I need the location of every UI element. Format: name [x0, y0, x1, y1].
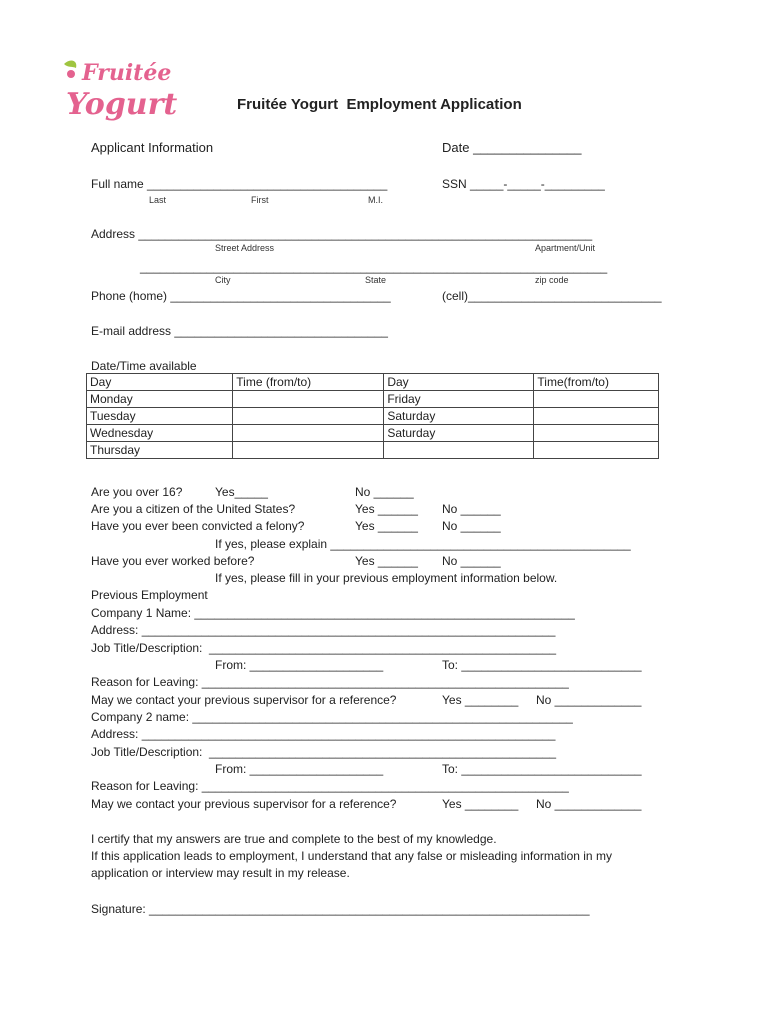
date-field[interactable]: Date _______________: [442, 140, 582, 155]
sub-label-street: Street Address: [215, 243, 275, 253]
worked-yes[interactable]: Yes ______: [355, 554, 418, 568]
company2-address-field[interactable]: Address: ______________________________________________________________: [91, 727, 556, 741]
sub-label-state: State: [365, 275, 387, 285]
certify-line2: If this application leads to employment, I understand that any false or misleading information in my: [91, 849, 612, 863]
table-cell: Saturday: [384, 425, 534, 442]
leaf-icon: [64, 61, 76, 68]
sub-label-last: Last: [149, 195, 167, 205]
company2-contact-yes[interactable]: Yes ________: [442, 797, 519, 811]
company1-contact-yes[interactable]: Yes ________: [442, 693, 519, 707]
table-cell: Time (from/to): [233, 374, 384, 391]
ssn-field[interactable]: SSN _____-_____-_________: [442, 177, 605, 191]
company2-name-field[interactable]: Company 2 name: _________________________________________________________: [91, 710, 573, 724]
felony-question: Have you ever been convicted a felony?: [91, 519, 305, 533]
company2-reason-field[interactable]: Reason for Leaving: _______________________________________________________: [91, 779, 569, 793]
company1-contact-no[interactable]: No _____________: [536, 693, 642, 707]
citizen-yes[interactable]: Yes ______: [355, 502, 418, 516]
logo-line2: Yogurt: [66, 87, 178, 122]
table-row: [87, 374, 659, 391]
citizen-no[interactable]: No ______: [442, 502, 501, 516]
phone-home-field[interactable]: Phone (home) _________________________________: [91, 289, 391, 303]
table-cell[interactable]: [534, 425, 659, 442]
table-cell: Tuesday: [87, 408, 233, 425]
company1-reason-field[interactable]: Reason for Leaving: _______________________________________________________: [91, 675, 569, 689]
table-cell[interactable]: [534, 442, 659, 459]
sub-label-first: First: [251, 195, 269, 205]
over-16-yes[interactable]: Yes_____: [215, 485, 268, 499]
company2-contact-question: May we contact your previous supervisor for a reference?: [91, 797, 397, 811]
felony-yes[interactable]: Yes ______: [355, 519, 418, 533]
table-row: [87, 391, 659, 408]
company2-from-field[interactable]: From: ____________________: [215, 762, 384, 776]
address-line2-field[interactable]: ______________________________________________________________________: [140, 260, 608, 274]
availability-table: [86, 373, 659, 459]
company2-to-field[interactable]: To: ___________________________: [442, 762, 642, 776]
logo-line1: Fruitée: [82, 60, 172, 86]
table-cell[interactable]: [534, 408, 659, 425]
table-cell: Day: [87, 374, 233, 391]
table-row: [87, 425, 659, 442]
table-cell: Monday: [87, 391, 233, 408]
full-name-field[interactable]: Full name ____________________________________: [91, 177, 388, 191]
felony-no[interactable]: No ______: [442, 519, 501, 533]
phone-cell-field[interactable]: (cell)_____________________________: [442, 289, 662, 303]
company2-job-field[interactable]: Job Title/Description: ____________________________________________________: [91, 745, 557, 759]
table-cell[interactable]: [233, 425, 384, 442]
address-field[interactable]: Address ____________________________________________________________________: [91, 227, 593, 241]
logo-graphic: [60, 54, 178, 126]
worked-no[interactable]: No ______: [442, 554, 501, 568]
table-cell[interactable]: [384, 442, 534, 459]
company1-from-field[interactable]: From: ____________________: [215, 658, 384, 672]
sub-label-zip: zip code: [535, 275, 569, 285]
table-cell[interactable]: [534, 391, 659, 408]
company1-job-field[interactable]: Job Title/Description: ____________________________________________________: [91, 641, 557, 655]
berry-icon: [67, 70, 75, 78]
sub-label-apt: Apartment/Unit: [535, 243, 596, 253]
over-16-question: Are you over 16?: [91, 485, 183, 499]
availability-heading: Date/Time available: [91, 359, 197, 373]
table-cell: Saturday: [384, 408, 534, 425]
applicant-heading: Applicant Information: [91, 140, 214, 155]
certify-line3: application or interview may result in my release.: [91, 866, 350, 880]
table-cell: Time(from/to): [534, 374, 659, 391]
company1-contact-question: May we contact your previous supervisor for a reference?: [91, 693, 397, 707]
table-cell: Thursday: [87, 442, 233, 459]
worked-question: Have you ever worked before?: [91, 554, 255, 568]
table-cell: Friday: [384, 391, 534, 408]
table-cell[interactable]: [233, 442, 384, 459]
email-field[interactable]: E-mail address ________________________________: [91, 324, 388, 338]
table-cell: Wednesday: [87, 425, 233, 442]
fruitee-yogurt-logo: [60, 54, 178, 126]
company2-contact-no[interactable]: No _____________: [536, 797, 642, 811]
page-title: Fruitée Yogurt Employment Application: [237, 96, 522, 113]
table-row: [87, 442, 659, 459]
certify-line1: I certify that my answers are true and complete to the best of my knowledge.: [91, 832, 497, 846]
table-cell: Day: [384, 374, 534, 391]
sub-label-mi: M.I.: [368, 195, 383, 205]
sub-label-city: City: [215, 275, 231, 285]
over-16-no[interactable]: No ______: [355, 485, 414, 499]
table-cell[interactable]: [233, 408, 384, 425]
company1-to-field[interactable]: To: ___________________________: [442, 658, 642, 672]
company1-name-field[interactable]: Company 1 Name: _________________________________________________________: [91, 606, 575, 620]
citizen-question: Are you a citizen of the United States?: [91, 502, 296, 516]
signature-field[interactable]: Signature: __________________________________________________________________: [91, 902, 590, 916]
felony-explain-field[interactable]: If yes, please explain _____________________________________________: [215, 537, 631, 551]
table-row: [87, 408, 659, 425]
table-cell[interactable]: [233, 391, 384, 408]
employment-heading: Previous Employment: [91, 588, 208, 602]
fill-in-note: If yes, please fill in your previous employment information below.: [215, 571, 558, 585]
company1-address-field[interactable]: Address: ______________________________________________________________: [91, 623, 556, 637]
